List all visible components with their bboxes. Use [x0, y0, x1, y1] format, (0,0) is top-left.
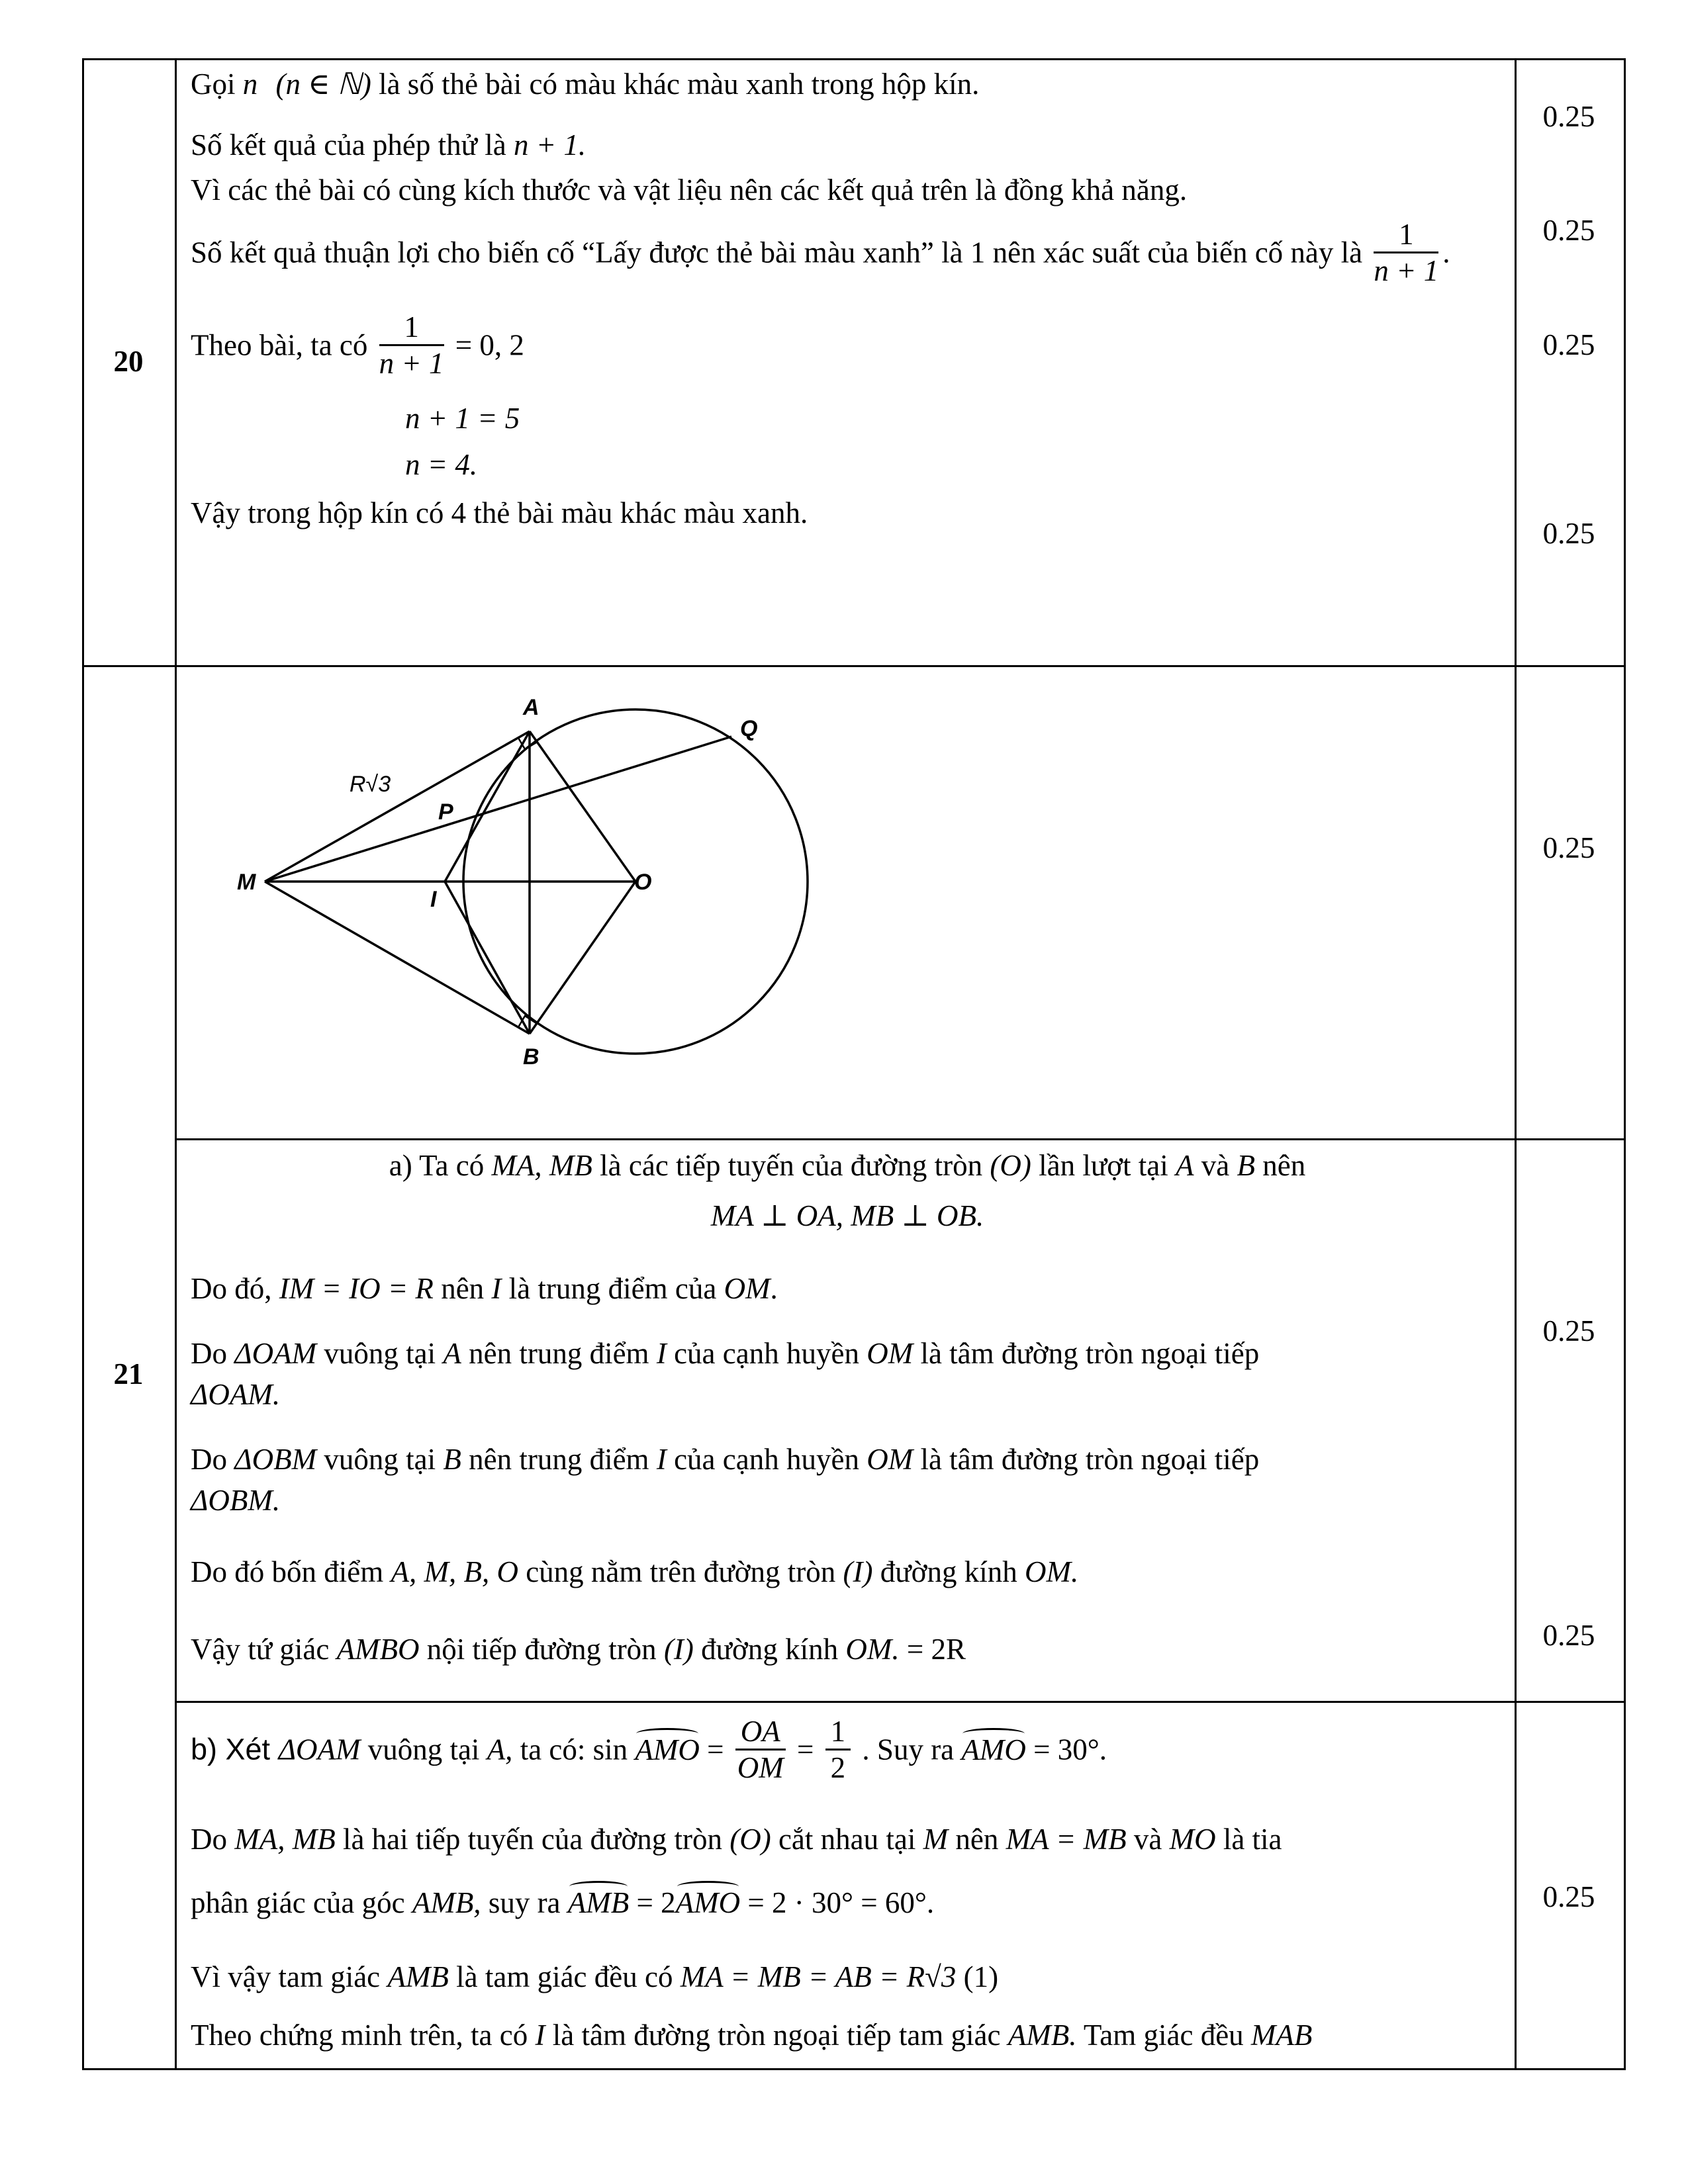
text: và: [1194, 1149, 1237, 1182]
q20-line-3: Vì các thẻ bài có cùng kích thước và vật liệu nên các kết quả trên là đồng khả năng.: [191, 173, 1188, 206]
text: là tâm đường tròn ngoại tiếp: [913, 1337, 1260, 1370]
q20-line-2: [191, 127, 586, 163]
text: = 2: [629, 1886, 676, 1919]
text: Vậy tứ giác: [191, 1633, 337, 1666]
q21a-line-3: [191, 1271, 778, 1306]
text: Tam giác đều: [1076, 2019, 1251, 2052]
text: .: [770, 1272, 778, 1305]
text: là tam giác đều có: [448, 1960, 680, 1993]
q21a-score-1: 0.25: [1542, 1314, 1595, 1347]
text: nên: [1254, 1149, 1306, 1182]
text: Vì vậy tam giác: [191, 1960, 388, 1993]
angle: AMB: [567, 1886, 630, 1919]
frac-den: n + 1: [1374, 254, 1439, 287]
frac-den: OM: [737, 1751, 784, 1784]
text: lần lượt tại: [1031, 1149, 1176, 1182]
segment-oa: [530, 731, 635, 882]
q20-line-6: [405, 400, 520, 436]
question-number-21: 21: [113, 1357, 144, 1390]
math: MO: [1169, 1823, 1216, 1856]
math: OM.: [845, 1633, 900, 1666]
fraction: [1374, 217, 1438, 288]
label-q: Q: [740, 716, 758, 741]
frac-den: 2: [830, 1751, 846, 1784]
math: AMB: [387, 1960, 449, 1993]
q21a-line-4-tail: [191, 1377, 280, 1412]
text: Do: [191, 1443, 235, 1476]
q20-line-1: [191, 66, 979, 102]
math: MA, MB: [234, 1823, 336, 1856]
frac-num: 1: [825, 1714, 851, 1751]
row-divider-q20-q21: [82, 665, 1626, 667]
math: ΔOAM.: [191, 1378, 281, 1411]
math: MAB: [1250, 2019, 1313, 2052]
math: I: [656, 1443, 667, 1476]
text: cắt nhau tại: [771, 1823, 923, 1856]
text: là trung điểm của: [501, 1272, 724, 1305]
text: đường kính: [693, 1633, 846, 1666]
q20-score-3: 0.25: [1542, 328, 1595, 361]
question-number-20: 20: [113, 345, 144, 378]
text: = 2 · 30° = 60°.: [740, 1886, 935, 1919]
text: nên: [948, 1823, 1006, 1856]
frac-num: 1: [379, 310, 444, 346]
text: Do: [191, 1337, 235, 1370]
text: suy ra: [481, 1886, 568, 1919]
text: nên: [433, 1272, 492, 1305]
math: IM = IO = R: [279, 1272, 434, 1305]
label-o: O: [634, 870, 652, 895]
text: (1): [956, 1960, 999, 1993]
math: ΔOBM.: [191, 1484, 281, 1517]
q20-score-2: 0.25: [1542, 214, 1595, 247]
tangent-ma: [265, 731, 530, 882]
text: là tâm đường tròn ngoại tiếp: [913, 1443, 1260, 1476]
math: = 0, 2: [455, 328, 524, 362]
q21a-line-1: [179, 1148, 1516, 1183]
text: vuông tại: [360, 1733, 487, 1766]
frac-num: 1: [1374, 217, 1438, 253]
text: đường kính: [872, 1555, 1025, 1588]
tangent-mb: [265, 882, 530, 1034]
text: . Suy ra: [862, 1733, 962, 1766]
math: A,: [487, 1733, 513, 1766]
math: MA ⊥ OA, MB ⊥ OB.: [710, 1199, 984, 1232]
q20-line-8: Vậy trong hộp kín có 4 thẻ bài màu khác màu xanh.: [191, 496, 808, 529]
text: của cạnh huyền: [666, 1337, 867, 1370]
q21b-score: 0.25: [1542, 1880, 1595, 1913]
math: ΔOAM: [234, 1337, 317, 1370]
text: = 2R: [899, 1633, 966, 1666]
math: AMB.: [1008, 2019, 1077, 2052]
fraction: [379, 310, 444, 381]
math: MA = MB: [1006, 1823, 1127, 1856]
label-m: M: [237, 870, 256, 895]
math: (I): [843, 1555, 873, 1588]
text: =: [707, 1733, 724, 1766]
math: B: [1237, 1149, 1255, 1182]
math: (n ∈ ℕ): [275, 68, 371, 101]
text: là số thẻ bài có màu khác màu xanh trong hộp kín.: [371, 68, 980, 101]
table-border-top: [82, 58, 1626, 60]
q21a-line-5: [191, 1441, 1259, 1477]
q21a-score-2: 0.25: [1542, 1619, 1595, 1652]
math: B: [443, 1443, 461, 1476]
q21a-line-7: [191, 1631, 966, 1667]
math: (O): [729, 1823, 771, 1856]
math: I: [491, 1272, 502, 1305]
segment-ia: [445, 731, 530, 882]
fraction: [735, 1714, 786, 1785]
q21b-line-2: [191, 1821, 1282, 1857]
label-radius: R√3: [350, 772, 391, 797]
column-divider-number: [175, 58, 177, 2070]
text: phân giác của góc: [191, 1886, 412, 1919]
text: Do đó bốn điểm: [191, 1555, 391, 1588]
text: của cạnh huyền: [666, 1443, 867, 1476]
math: OM: [867, 1443, 914, 1476]
text: là các tiếp tuyến của đường tròn: [592, 1149, 990, 1182]
geometry-figure: [199, 682, 861, 1092]
math: MA, MB: [491, 1149, 592, 1182]
q21a-line-6: [191, 1554, 1078, 1590]
math: A: [443, 1337, 461, 1370]
frac-den: n + 1: [379, 347, 444, 380]
q21b-line-1: [191, 1714, 1107, 1785]
table-border-right: [1624, 58, 1626, 2070]
q20-line-7: [405, 447, 477, 482]
text: nội tiếp đường tròn: [419, 1633, 664, 1666]
math: MA = MB = AB = R√3: [680, 1960, 957, 1993]
q21b-line-4: [191, 1959, 998, 1995]
math: (I): [663, 1633, 694, 1666]
text: và: [1126, 1823, 1170, 1856]
row-divider-figure-a: [175, 1138, 1626, 1140]
row-divider-a-b: [175, 1701, 1626, 1703]
text: nên trung điểm: [461, 1443, 657, 1476]
label-i: I: [430, 887, 437, 912]
math: ΔOAM: [278, 1733, 361, 1766]
text: Theo chứng minh trên, ta có: [191, 2019, 536, 2052]
angle: AMO: [675, 1886, 741, 1919]
math: OM.: [1024, 1555, 1079, 1588]
segment-ob: [530, 882, 635, 1034]
text: Do: [191, 1823, 235, 1856]
text: Số kết quả của phép thử là: [191, 128, 514, 161]
text: Theo bài, ta có: [191, 328, 368, 362]
math: A: [1176, 1149, 1194, 1182]
math: I: [656, 1337, 667, 1370]
q20-line-4: Số kết quả thuận lợi cho biến cố “Lấy được thẻ bài màu xanh” là 1 nên xác suất của biến cố này là $\frac{1}{n + 1}$ .: [191, 218, 1450, 287]
text: ta có: sin: [512, 1733, 628, 1766]
text: vuông tại: [316, 1337, 444, 1370]
q21a-line-5-tail: [191, 1482, 280, 1518]
q21b-line-5: [191, 2017, 1312, 2053]
q21-figure-score: 0.25: [1542, 831, 1595, 864]
text: b) Xét: [191, 1732, 279, 1766]
math: M: [923, 1823, 949, 1856]
math: ΔOBM: [234, 1443, 317, 1476]
label-p: P: [438, 799, 453, 825]
text: vuông tại: [316, 1443, 444, 1476]
math: n + 1.: [514, 128, 586, 161]
math: n + 1 = 5: [405, 402, 520, 435]
math: n: [242, 68, 258, 101]
text: là tia: [1215, 1823, 1282, 1856]
text: cùng nằm trên đường tròn: [518, 1555, 843, 1588]
label-a: A: [523, 695, 539, 720]
math: AMBO: [336, 1633, 420, 1666]
text: nên trung điểm: [461, 1337, 657, 1370]
q21a-line-4: [191, 1336, 1259, 1371]
text: = 30°.: [1025, 1733, 1107, 1766]
math: n = 4.: [405, 448, 478, 481]
angle: AMO: [961, 1733, 1026, 1766]
text: Số kết quả thuận lợi cho biến cố “Lấy được thẻ bài màu xanh” là 1 nên xác suất của biến cố này là: [191, 236, 1363, 269]
segment-ib: [445, 882, 530, 1034]
math: OM: [724, 1272, 771, 1305]
text: =: [797, 1733, 814, 1766]
q20-line-5: [191, 310, 524, 381]
angle: AMO: [635, 1733, 700, 1766]
text: là hai tiếp tuyến của đường tròn: [335, 1823, 730, 1856]
frac-num: OA: [735, 1714, 786, 1751]
math: I: [535, 2019, 545, 2052]
math: AMB,: [412, 1886, 481, 1919]
text: là tâm đường tròn ngoại tiếp tam giác: [545, 2019, 1008, 2052]
secant-mq: [265, 737, 731, 882]
math: OM: [867, 1337, 914, 1370]
text: Do đó,: [191, 1272, 279, 1305]
math: A, M, B, O: [391, 1555, 518, 1588]
q21a-line-2: [179, 1198, 1516, 1233]
table-border-bottom: [82, 2068, 1626, 2070]
q21b-line-3: [191, 1885, 934, 1921]
q20-score-4: 0.25: [1542, 517, 1595, 550]
math: (O): [990, 1149, 1031, 1182]
fraction: [825, 1714, 851, 1785]
text: a) Ta có: [389, 1149, 492, 1182]
q20-score-1: 0.25: [1542, 100, 1595, 133]
label-b: B: [523, 1044, 539, 1069]
text: Gọi: [191, 68, 243, 101]
